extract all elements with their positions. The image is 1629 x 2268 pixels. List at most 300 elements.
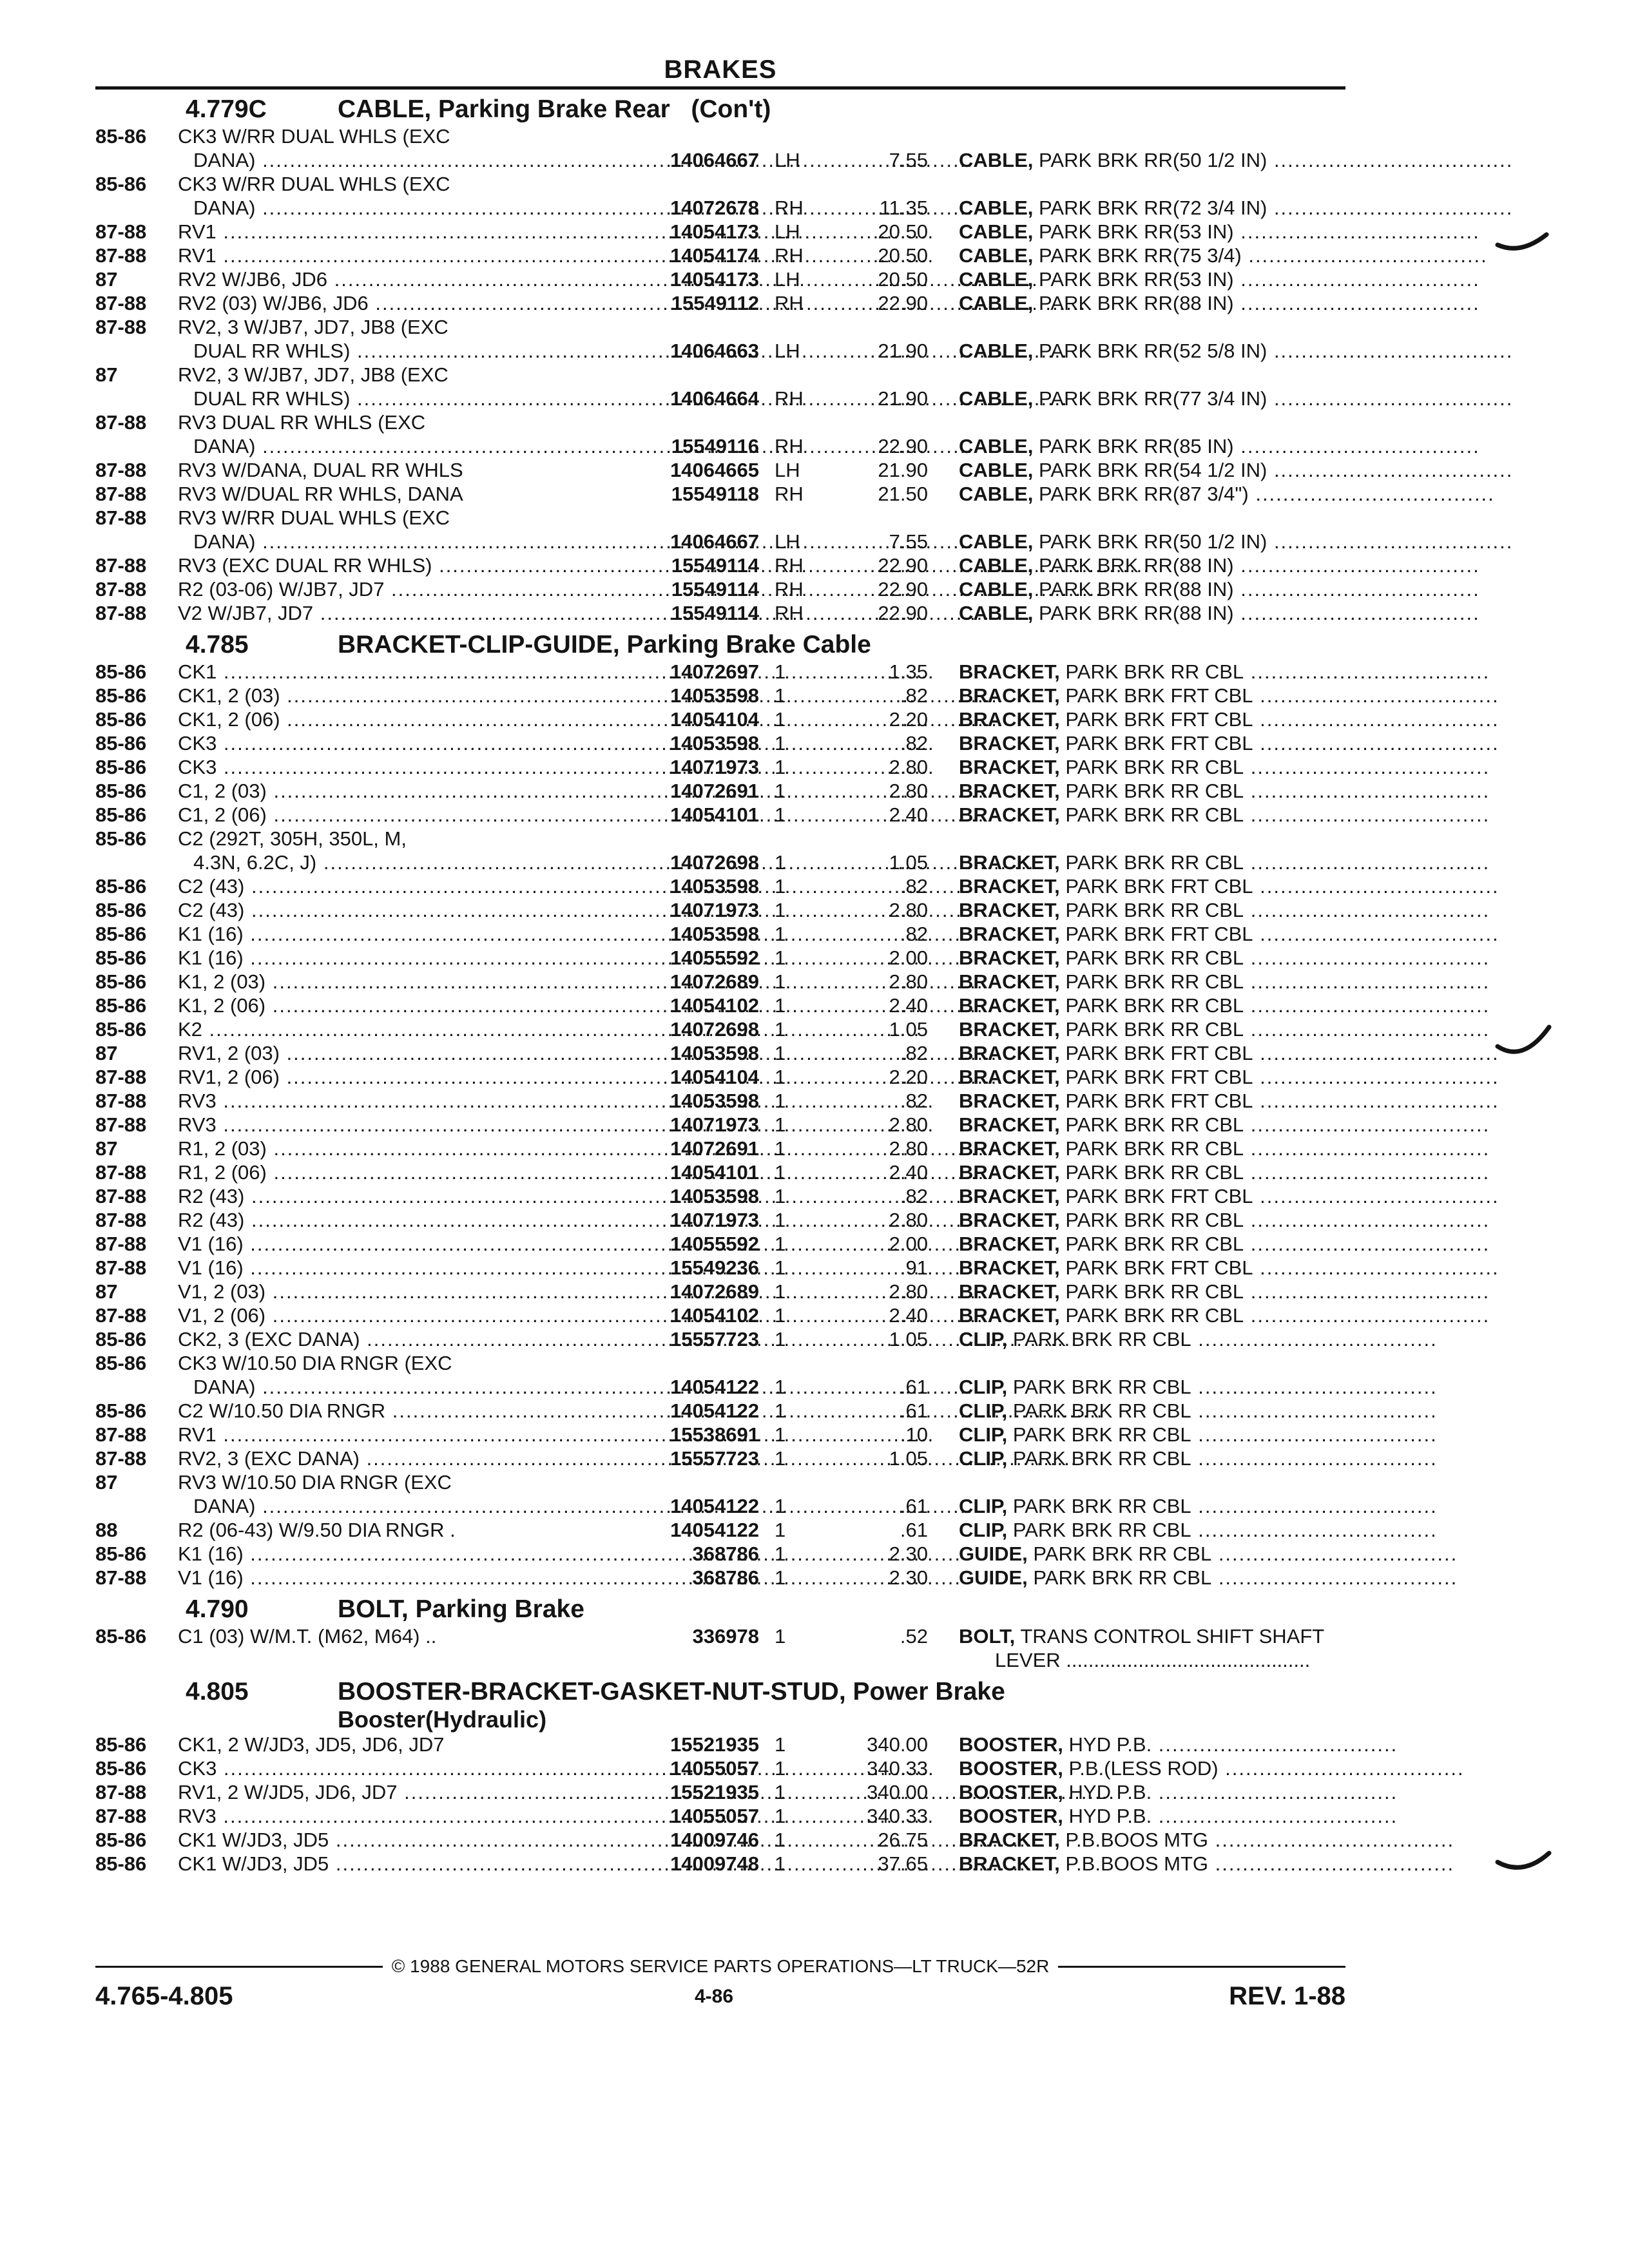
part-detail: PARK BRK RR(53 IN) bbox=[1039, 268, 1234, 291]
part-number: 15549236 bbox=[670, 1256, 759, 1279]
part-detail: PARK BRK RR(88 IN) bbox=[1039, 602, 1234, 624]
application: K2 ..... bbox=[178, 1017, 622, 1041]
part-type: CABLE, bbox=[959, 220, 1034, 243]
leader-dots: ................................... bbox=[1233, 602, 1480, 624]
part-number: 336978 bbox=[692, 1625, 759, 1648]
part-description bbox=[959, 458, 1514, 482]
part-type: BRACKET, bbox=[959, 660, 1060, 683]
quantity: RH bbox=[775, 244, 804, 267]
part-description bbox=[959, 803, 1490, 827]
table-row bbox=[95, 1542, 1458, 1566]
price: 2.80 bbox=[889, 780, 928, 802]
quantity: 1 bbox=[775, 1376, 786, 1398]
table-row bbox=[95, 779, 1490, 803]
quantity: RH bbox=[775, 292, 804, 314]
section-title: BOLT, Parking Brake bbox=[338, 1595, 584, 1623]
table-row bbox=[95, 1089, 1499, 1113]
quantity: RH bbox=[775, 483, 804, 505]
leader-dots: ................................... bbox=[1244, 756, 1490, 778]
part-number: 14072689 bbox=[670, 970, 759, 993]
price: 2.80 bbox=[889, 1137, 928, 1160]
part-number: 14054104 bbox=[670, 708, 759, 731]
table-row bbox=[95, 1351, 1345, 1375]
section-title: BOOSTER-BRACKET-GASKET-NUT-STUD, Power Brake bbox=[338, 1678, 1005, 1706]
table-row bbox=[95, 660, 1490, 684]
leader-dots: ................................... bbox=[1244, 1304, 1490, 1327]
application: RV1, 2 W/JD5, JD6, JD7 ..... bbox=[178, 1780, 622, 1804]
table-row bbox=[95, 755, 1490, 779]
price: .82 bbox=[900, 875, 928, 898]
quantity: 1 bbox=[775, 660, 786, 683]
part-detail: PARK BRK RR CBL bbox=[1012, 1495, 1191, 1517]
part-type: BRACKET, bbox=[959, 732, 1060, 754]
application: CK1 W/JD3, JD5 ..... bbox=[178, 1828, 622, 1852]
part-detail: PARK BRK FRT CBL bbox=[1065, 1042, 1253, 1064]
part-number: 14053598 bbox=[670, 923, 759, 945]
page-content bbox=[95, 54, 1514, 1876]
part-detail: PARK BRK RR(52 5/8 IN) bbox=[1039, 340, 1268, 362]
part-detail: PARK BRK RR CBL bbox=[1065, 994, 1244, 1017]
part-number: 14064664 bbox=[670, 387, 759, 410]
part-description bbox=[959, 1624, 1423, 1648]
model-year: 85-86 bbox=[95, 1352, 147, 1374]
model-year: 87-88 bbox=[95, 316, 147, 338]
part-type: CABLE, bbox=[959, 149, 1034, 171]
part-type: CABLE, bbox=[959, 530, 1034, 553]
part-number: 15521935 bbox=[670, 1781, 759, 1803]
part-number: 14053598 bbox=[670, 1185, 759, 1207]
table-row bbox=[95, 124, 1345, 148]
application: CK3 ..... bbox=[178, 731, 622, 755]
price: 2.00 bbox=[889, 1233, 928, 1255]
application: RV1 ..... bbox=[178, 244, 622, 267]
model-year: 88 bbox=[95, 1519, 118, 1541]
table-row bbox=[95, 291, 1480, 315]
part-detail: PARK BRK RR CBL bbox=[1033, 1566, 1212, 1589]
price: 22.90 bbox=[878, 578, 928, 601]
part-detail: PARK BRK RR CBL bbox=[1012, 1447, 1191, 1470]
model-year: 87-88 bbox=[95, 1566, 147, 1589]
leader-dots: ................................... bbox=[1253, 923, 1499, 945]
application: DUAL RR WHLS) ..... bbox=[193, 339, 638, 363]
leader-dots: ................................... bbox=[1267, 459, 1514, 481]
section-number: 4.785 bbox=[186, 631, 249, 658]
leader-dots: ................................... bbox=[1233, 554, 1480, 577]
part-type: BRACKET, bbox=[959, 1304, 1060, 1327]
price: 21.90 bbox=[878, 459, 928, 481]
table-row bbox=[95, 196, 1514, 220]
price: 2.00 bbox=[889, 947, 928, 969]
part-detail: P.B.BOOS MTG bbox=[1065, 1829, 1209, 1851]
part-description bbox=[959, 244, 1488, 267]
model-year: 85-86 bbox=[95, 708, 147, 731]
quantity: 1 bbox=[775, 1304, 786, 1327]
section-title: CABLE, Parking Brake Rear (Con't) bbox=[338, 95, 771, 123]
section-subtitle: Booster(Hydraulic) bbox=[338, 1706, 547, 1733]
application: RV3 ..... bbox=[178, 1089, 622, 1113]
price: 2.40 bbox=[889, 1161, 928, 1184]
part-description bbox=[959, 482, 1495, 506]
part-type: BRACKET, bbox=[959, 684, 1060, 707]
table-row bbox=[95, 601, 1480, 625]
part-description bbox=[959, 1303, 1490, 1327]
table-row bbox=[95, 731, 1499, 755]
price: 26.75 bbox=[878, 1829, 928, 1851]
part-number: 14054101 bbox=[670, 803, 759, 826]
leader-dots: ................................... bbox=[1267, 530, 1514, 553]
part-type: BRACKET, bbox=[959, 1066, 1060, 1088]
quantity: 1 bbox=[775, 780, 786, 802]
price: 22.90 bbox=[878, 602, 928, 624]
part-detail: PARK BRK RR CBL bbox=[1033, 1542, 1212, 1565]
price: 2.30 bbox=[889, 1566, 928, 1589]
application: CK1 W/JD3, JD5 ..... bbox=[178, 1852, 622, 1876]
part-detail: PARK BRK FRT CBL bbox=[1065, 1185, 1253, 1207]
price: 22.90 bbox=[878, 292, 928, 314]
part-number: 14053598 bbox=[670, 732, 759, 754]
part-description bbox=[959, 1852, 1455, 1876]
model-year: 87 bbox=[95, 1280, 118, 1303]
quantity: 1 bbox=[775, 1018, 786, 1041]
part-type: BRACKET, bbox=[959, 1090, 1060, 1112]
part-detail: PARK BRK RR CBL bbox=[1065, 803, 1244, 826]
price: 20.50 bbox=[878, 220, 928, 243]
application: V1, 2 (06) ..... bbox=[178, 1303, 622, 1327]
table-row bbox=[95, 898, 1490, 922]
leader-dots: ................................... bbox=[1233, 220, 1480, 243]
quantity: 1 bbox=[775, 1137, 786, 1160]
leader-dots: ................................... bbox=[1253, 1256, 1499, 1279]
part-number: 15538691 bbox=[670, 1423, 759, 1446]
leader-dots: ................................... bbox=[1244, 899, 1490, 921]
application: C2 (292T, 305H, 350L, M, bbox=[178, 827, 407, 850]
part-type: BRACKET, bbox=[959, 803, 1060, 826]
part-detail: PARK BRK RR CBL bbox=[1065, 1113, 1244, 1136]
part-description bbox=[959, 1518, 1438, 1542]
table-row bbox=[95, 1280, 1490, 1303]
part-number: 15557723 bbox=[670, 1328, 759, 1350]
part-number: 15557723 bbox=[670, 1447, 759, 1470]
part-description bbox=[959, 1542, 1458, 1566]
part-number: 14072691 bbox=[670, 1137, 759, 1160]
part-description bbox=[959, 755, 1490, 779]
price: 2.80 bbox=[889, 970, 928, 993]
part-description bbox=[959, 1113, 1490, 1137]
price: 21.90 bbox=[878, 387, 928, 410]
quantity: 1 bbox=[775, 1161, 786, 1184]
application: RV3 W/DUAL RR WHLS, DANA bbox=[178, 483, 463, 505]
part-number: 368786 bbox=[692, 1566, 759, 1589]
application: RV2, 3 (EXC DANA) ..... bbox=[178, 1446, 622, 1470]
table-row bbox=[95, 363, 1345, 387]
table-row bbox=[95, 1518, 1438, 1542]
part-number: 14072678 bbox=[670, 197, 759, 219]
model-year: 87-88 bbox=[95, 1304, 147, 1327]
price: 1.05 bbox=[889, 851, 928, 874]
price: 20.50 bbox=[878, 244, 928, 267]
model-year: 85-86 bbox=[95, 756, 147, 778]
part-description bbox=[959, 1137, 1490, 1160]
part-description bbox=[959, 1017, 1490, 1041]
leader-dots: ................................... bbox=[1241, 244, 1488, 267]
section-heading bbox=[95, 1677, 1345, 1707]
part-number: 14054102 bbox=[670, 994, 759, 1017]
price: 2.80 bbox=[889, 1113, 928, 1136]
leader-dots: ................................... bbox=[1253, 1185, 1499, 1207]
price: 2.20 bbox=[889, 708, 928, 731]
application: CK2, 3 (EXC DANA) ..... bbox=[178, 1327, 622, 1351]
table-row bbox=[95, 577, 1480, 601]
leader-dots: ................................... bbox=[1191, 1447, 1438, 1470]
table-row bbox=[95, 827, 1345, 850]
application: DANA) ..... bbox=[193, 196, 638, 220]
section-number: 4.805 bbox=[186, 1678, 249, 1706]
leader-dots: ................................... bbox=[1244, 803, 1490, 826]
check-mark-icon bbox=[1495, 1843, 1553, 1881]
application: C1, 2 (03) ..... bbox=[178, 779, 622, 803]
price: .82 bbox=[900, 1042, 928, 1064]
part-detail: P.B.BOOS MTG bbox=[1065, 1852, 1209, 1875]
part-detail: PARK BRK FRT CBL bbox=[1065, 923, 1253, 945]
model-year: 85-86 bbox=[95, 173, 147, 195]
part-detail: PARK BRK RR(88 IN) bbox=[1039, 292, 1234, 314]
part-type: BRACKET, bbox=[959, 851, 1060, 874]
quantity: 1 bbox=[775, 947, 786, 969]
quantity: 1 bbox=[775, 1233, 786, 1255]
part-description bbox=[959, 1375, 1438, 1399]
part-detail: PARK BRK RR(72 3/4 IN) bbox=[1039, 197, 1268, 219]
footer-copyright-line bbox=[95, 1956, 1345, 1977]
part-number: 14054173 bbox=[670, 268, 759, 291]
quantity: RH bbox=[775, 197, 804, 219]
part-description bbox=[959, 1160, 1490, 1184]
leader-dots: ................................... bbox=[1218, 1757, 1465, 1780]
sections-container bbox=[95, 95, 1514, 1876]
model-year: 87-88 bbox=[95, 1209, 147, 1231]
table-row bbox=[95, 1624, 1345, 1648]
model-year: 85-86 bbox=[95, 732, 147, 754]
application: V1 (16) ..... bbox=[178, 1256, 622, 1280]
leader-dots: ................................... bbox=[1253, 1090, 1499, 1112]
table-row bbox=[95, 1780, 1398, 1804]
table-row bbox=[95, 244, 1488, 267]
part-detail: PARK BRK RR CBL bbox=[1012, 1423, 1191, 1446]
price: 21.50 bbox=[878, 483, 928, 505]
leader-dots: ................................... bbox=[1267, 149, 1514, 171]
application: C1 (03) W/M.T. (M62, M64) .. bbox=[178, 1625, 437, 1648]
leader-dots: ................................... bbox=[1244, 1209, 1490, 1231]
table-row bbox=[95, 1041, 1499, 1065]
part-detail: TRANS CONTROL SHIFT SHAFT bbox=[1020, 1625, 1325, 1648]
part-type: GUIDE, bbox=[959, 1542, 1028, 1565]
part-description bbox=[959, 1327, 1438, 1351]
quantity: 1 bbox=[775, 899, 786, 921]
model-year: 85-86 bbox=[95, 1625, 147, 1648]
application: DANA) ..... bbox=[193, 530, 638, 553]
leader-dots: ................................... bbox=[1152, 1781, 1398, 1803]
part-number: 14055592 bbox=[670, 947, 759, 969]
price: .61 bbox=[900, 1399, 928, 1422]
part-description bbox=[959, 1041, 1499, 1065]
part-detail: PARK BRK RR(77 3/4 IN) bbox=[1039, 387, 1268, 410]
quantity: 1 bbox=[775, 1566, 786, 1589]
model-year: 87-88 bbox=[95, 602, 147, 624]
part-number: 15549116 bbox=[671, 435, 759, 457]
part-type: BRACKET, bbox=[959, 970, 1060, 993]
leader-dots: ................................... bbox=[1253, 732, 1499, 754]
table-row bbox=[95, 1184, 1499, 1208]
leader-dots: ................................... bbox=[1244, 1233, 1490, 1255]
table-row bbox=[95, 1648, 1345, 1672]
part-type: CLIP, bbox=[959, 1423, 1008, 1446]
table-row bbox=[95, 1566, 1458, 1590]
price: 1.05 bbox=[889, 1447, 928, 1470]
price: 7.55 bbox=[889, 149, 928, 171]
part-detail: PARK BRK FRT CBL bbox=[1065, 1066, 1253, 1088]
part-detail: PARK BRK RR(88 IN) bbox=[1039, 554, 1234, 577]
price: .82 bbox=[900, 1090, 928, 1112]
table-row bbox=[95, 267, 1480, 291]
quantity: 1 bbox=[775, 1625, 786, 1648]
model-year: 87-88 bbox=[95, 1256, 147, 1279]
price: 2.80 bbox=[889, 1209, 928, 1231]
model-year: 85-86 bbox=[95, 923, 147, 945]
model-year: 87 bbox=[95, 1042, 118, 1064]
leader-dots: ................................... bbox=[1152, 1733, 1398, 1756]
table-row bbox=[95, 874, 1499, 898]
application: DUAL RR WHLS) ..... bbox=[193, 387, 638, 410]
part-description bbox=[959, 684, 1499, 707]
part-detail: PARK BRK RR CBL bbox=[1012, 1519, 1191, 1541]
model-year: 87-88 bbox=[95, 292, 147, 314]
part-type: CABLE, bbox=[959, 268, 1034, 291]
part-type: CABLE, bbox=[959, 578, 1034, 601]
leader-dots: ................................... bbox=[1208, 1829, 1455, 1851]
quantity: 1 bbox=[775, 1423, 786, 1446]
quantity: RH bbox=[775, 435, 804, 457]
quantity: 1 bbox=[775, 1852, 786, 1875]
price: 2.40 bbox=[889, 803, 928, 826]
leader-dots: ................................... bbox=[1244, 1137, 1490, 1160]
leader-dots: ................................... bbox=[1244, 660, 1490, 683]
leader-dots: ................................... bbox=[1253, 1042, 1499, 1064]
quantity: 1 bbox=[775, 851, 786, 874]
part-description bbox=[959, 577, 1480, 601]
model-year: 85-86 bbox=[95, 1852, 147, 1875]
leader-dots: ................................... bbox=[1191, 1519, 1438, 1541]
part-description bbox=[959, 1232, 1490, 1256]
price: 2.80 bbox=[889, 756, 928, 778]
model-year: 85-86 bbox=[95, 994, 147, 1017]
part-detail: HYD P.B. bbox=[1068, 1781, 1152, 1803]
quantity: RH bbox=[775, 387, 804, 410]
quantity: 1 bbox=[775, 1733, 786, 1756]
table-row bbox=[95, 315, 1345, 339]
application: RV3 (EXC DUAL RR WHLS) ..... bbox=[178, 553, 622, 577]
leader-dots: ................................... bbox=[1253, 1066, 1499, 1088]
quantity: 1 bbox=[775, 1495, 786, 1517]
table-row bbox=[95, 684, 1499, 707]
table-row bbox=[95, 434, 1480, 458]
leader-dots: ................................... bbox=[1211, 1542, 1458, 1565]
model-year: 87-88 bbox=[95, 220, 147, 243]
part-detail: PARK BRK RR(85 IN) bbox=[1039, 435, 1234, 457]
table-row bbox=[95, 970, 1490, 994]
model-year: 87-88 bbox=[95, 1090, 147, 1112]
table-row bbox=[95, 506, 1345, 530]
application: RV2 W/JB6, JD6 ..... bbox=[178, 267, 622, 291]
part-type: BRACKET, bbox=[959, 923, 1060, 945]
price: 2.30 bbox=[889, 1542, 928, 1565]
table-row bbox=[95, 339, 1514, 363]
price: 22.90 bbox=[878, 554, 928, 577]
header-rule bbox=[95, 86, 1345, 90]
part-detail: PARK BRK RR CBL bbox=[1065, 1018, 1244, 1041]
model-year: 87-88 bbox=[95, 459, 147, 481]
part-detail: PARK BRK FRT CBL bbox=[1065, 875, 1253, 898]
model-year: 85-86 bbox=[95, 780, 147, 802]
part-detail: PARK BRK RR CBL bbox=[1065, 947, 1244, 969]
part-detail: PARK BRK RR CBL bbox=[1012, 1376, 1191, 1398]
model-year: 87 bbox=[95, 1471, 118, 1494]
part-detail: PARK BRK RR CBL bbox=[1065, 756, 1244, 778]
application: C2 (43) ..... bbox=[178, 874, 622, 898]
part-number: 14072689 bbox=[670, 1280, 759, 1303]
footer-copyright: © 1988 GENERAL MOTORS SERVICE PARTS OPERATIONS—LT TRUCK—52R bbox=[391, 1956, 1050, 1976]
leader-dots: ................................... bbox=[1244, 970, 1490, 993]
part-type: BOOSTER, bbox=[959, 1733, 1063, 1756]
part-number: 15521935 bbox=[670, 1733, 759, 1756]
part-description bbox=[959, 220, 1480, 244]
model-year: 85-86 bbox=[95, 1542, 147, 1565]
price: 20.50 bbox=[878, 268, 928, 291]
part-description bbox=[959, 196, 1514, 220]
part-number: 14054122 bbox=[670, 1519, 759, 1541]
part-number: 14053598 bbox=[670, 875, 759, 898]
part-type: BRACKET, bbox=[959, 1280, 1060, 1303]
application: CK1, 2 W/JD3, JD5, JD6, JD7 bbox=[178, 1733, 445, 1756]
model-year: 87-88 bbox=[95, 1066, 147, 1088]
part-number: 14072691 bbox=[670, 780, 759, 802]
part-number: 14053598 bbox=[670, 1090, 759, 1112]
price: .61 bbox=[900, 1376, 928, 1398]
part-detail: PARK BRK RR(50 1/2 IN) bbox=[1039, 530, 1268, 553]
part-number: 15549114 bbox=[671, 602, 759, 624]
model-year: 85-86 bbox=[95, 970, 147, 993]
application: K1 (16) ..... bbox=[178, 1542, 622, 1566]
part-description bbox=[959, 1423, 1438, 1446]
quantity: 1 bbox=[775, 708, 786, 731]
part-type: CLIP, bbox=[959, 1328, 1008, 1350]
part-number: 368786 bbox=[692, 1542, 759, 1565]
model-year: 87 bbox=[95, 268, 118, 291]
price: .10 bbox=[900, 1423, 928, 1446]
part-type: CLIP, bbox=[959, 1399, 1008, 1422]
part-description bbox=[959, 1804, 1423, 1828]
table-row bbox=[95, 707, 1499, 731]
part-number: 14054122 bbox=[670, 1495, 759, 1517]
quantity: RH bbox=[775, 602, 804, 624]
part-detail: PARK BRK RR(53 IN) bbox=[1039, 220, 1234, 243]
model-year: 87-88 bbox=[95, 1447, 147, 1470]
part-detail: PARK BRK RR(75 3/4) bbox=[1039, 244, 1242, 267]
price: .91 bbox=[900, 1256, 928, 1279]
part-number: 15549114 bbox=[671, 554, 759, 577]
application: RV1 ..... bbox=[178, 220, 622, 244]
model-year: 85-86 bbox=[95, 1018, 147, 1041]
leader-dots: ................................... bbox=[1267, 340, 1514, 362]
application: V1, 2 (03) ..... bbox=[178, 1280, 622, 1303]
